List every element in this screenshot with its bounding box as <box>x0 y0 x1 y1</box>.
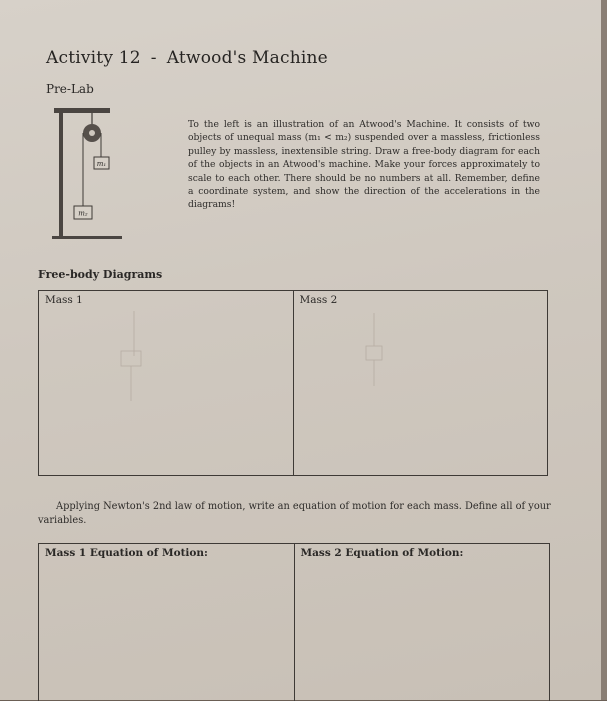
mass-2-cell-label: Mass 2 <box>299 294 338 306</box>
mass-2-equation-label: Mass 2 Equation of Motion: <box>300 547 464 559</box>
atwood-machine-illustration <box>52 102 122 242</box>
title-separator: - <box>150 48 157 68</box>
mass-1-drawing-area[interactable] <box>39 291 293 475</box>
page-edge-shadow <box>601 0 607 700</box>
mass-2-equation-area[interactable] <box>294 544 550 701</box>
activity-title: Atwood's Machine <box>166 48 328 68</box>
mass-1-cell-label: Mass 1 <box>45 294 83 306</box>
prelab-instructions: To the left is an illustration of an Atwood's Machine. It consists of two objects of unequal mass (m₁ < m₂) suspended over a massless, frictionless pulley by massless, inextensible string. Draw a free-body diagram for each of the objects in an Atwood's machine. Make your forces approximately to scale to each other. There should be no numbers at all. Remember, define a coordinate system, and show the direction of the accelerations in the diagrams! <box>188 119 540 211</box>
free-body-heading: Free-body Diagrams <box>38 268 163 281</box>
pulley-axle <box>89 130 95 136</box>
activity-number: Activity 12 <box>46 48 141 68</box>
prelab-heading: Pre-Lab <box>46 82 94 96</box>
support-post <box>59 113 63 237</box>
free-body-grid <box>38 290 548 476</box>
mass-1-label: m₁ <box>96 160 107 168</box>
pencil-sketch-mass-1 <box>39 291 292 473</box>
mass-2-label: m₂ <box>78 209 88 218</box>
mass-1-equation-label: Mass 1 Equation of Motion: <box>45 547 208 559</box>
page-title <box>46 48 328 68</box>
pencil-box <box>366 346 382 360</box>
mass-2-drawing-area[interactable] <box>293 291 548 475</box>
support-beam <box>54 108 110 113</box>
mass-1-equation-area[interactable] <box>39 544 294 701</box>
newton-instruction: Applying Newton's 2nd law of motion, write an equation of motion for each mass. Define all of your variables. <box>38 501 551 526</box>
equation-grid <box>38 543 550 701</box>
base <box>52 236 122 239</box>
pencil-box <box>121 351 141 366</box>
pencil-sketch-mass-2 <box>294 291 547 473</box>
